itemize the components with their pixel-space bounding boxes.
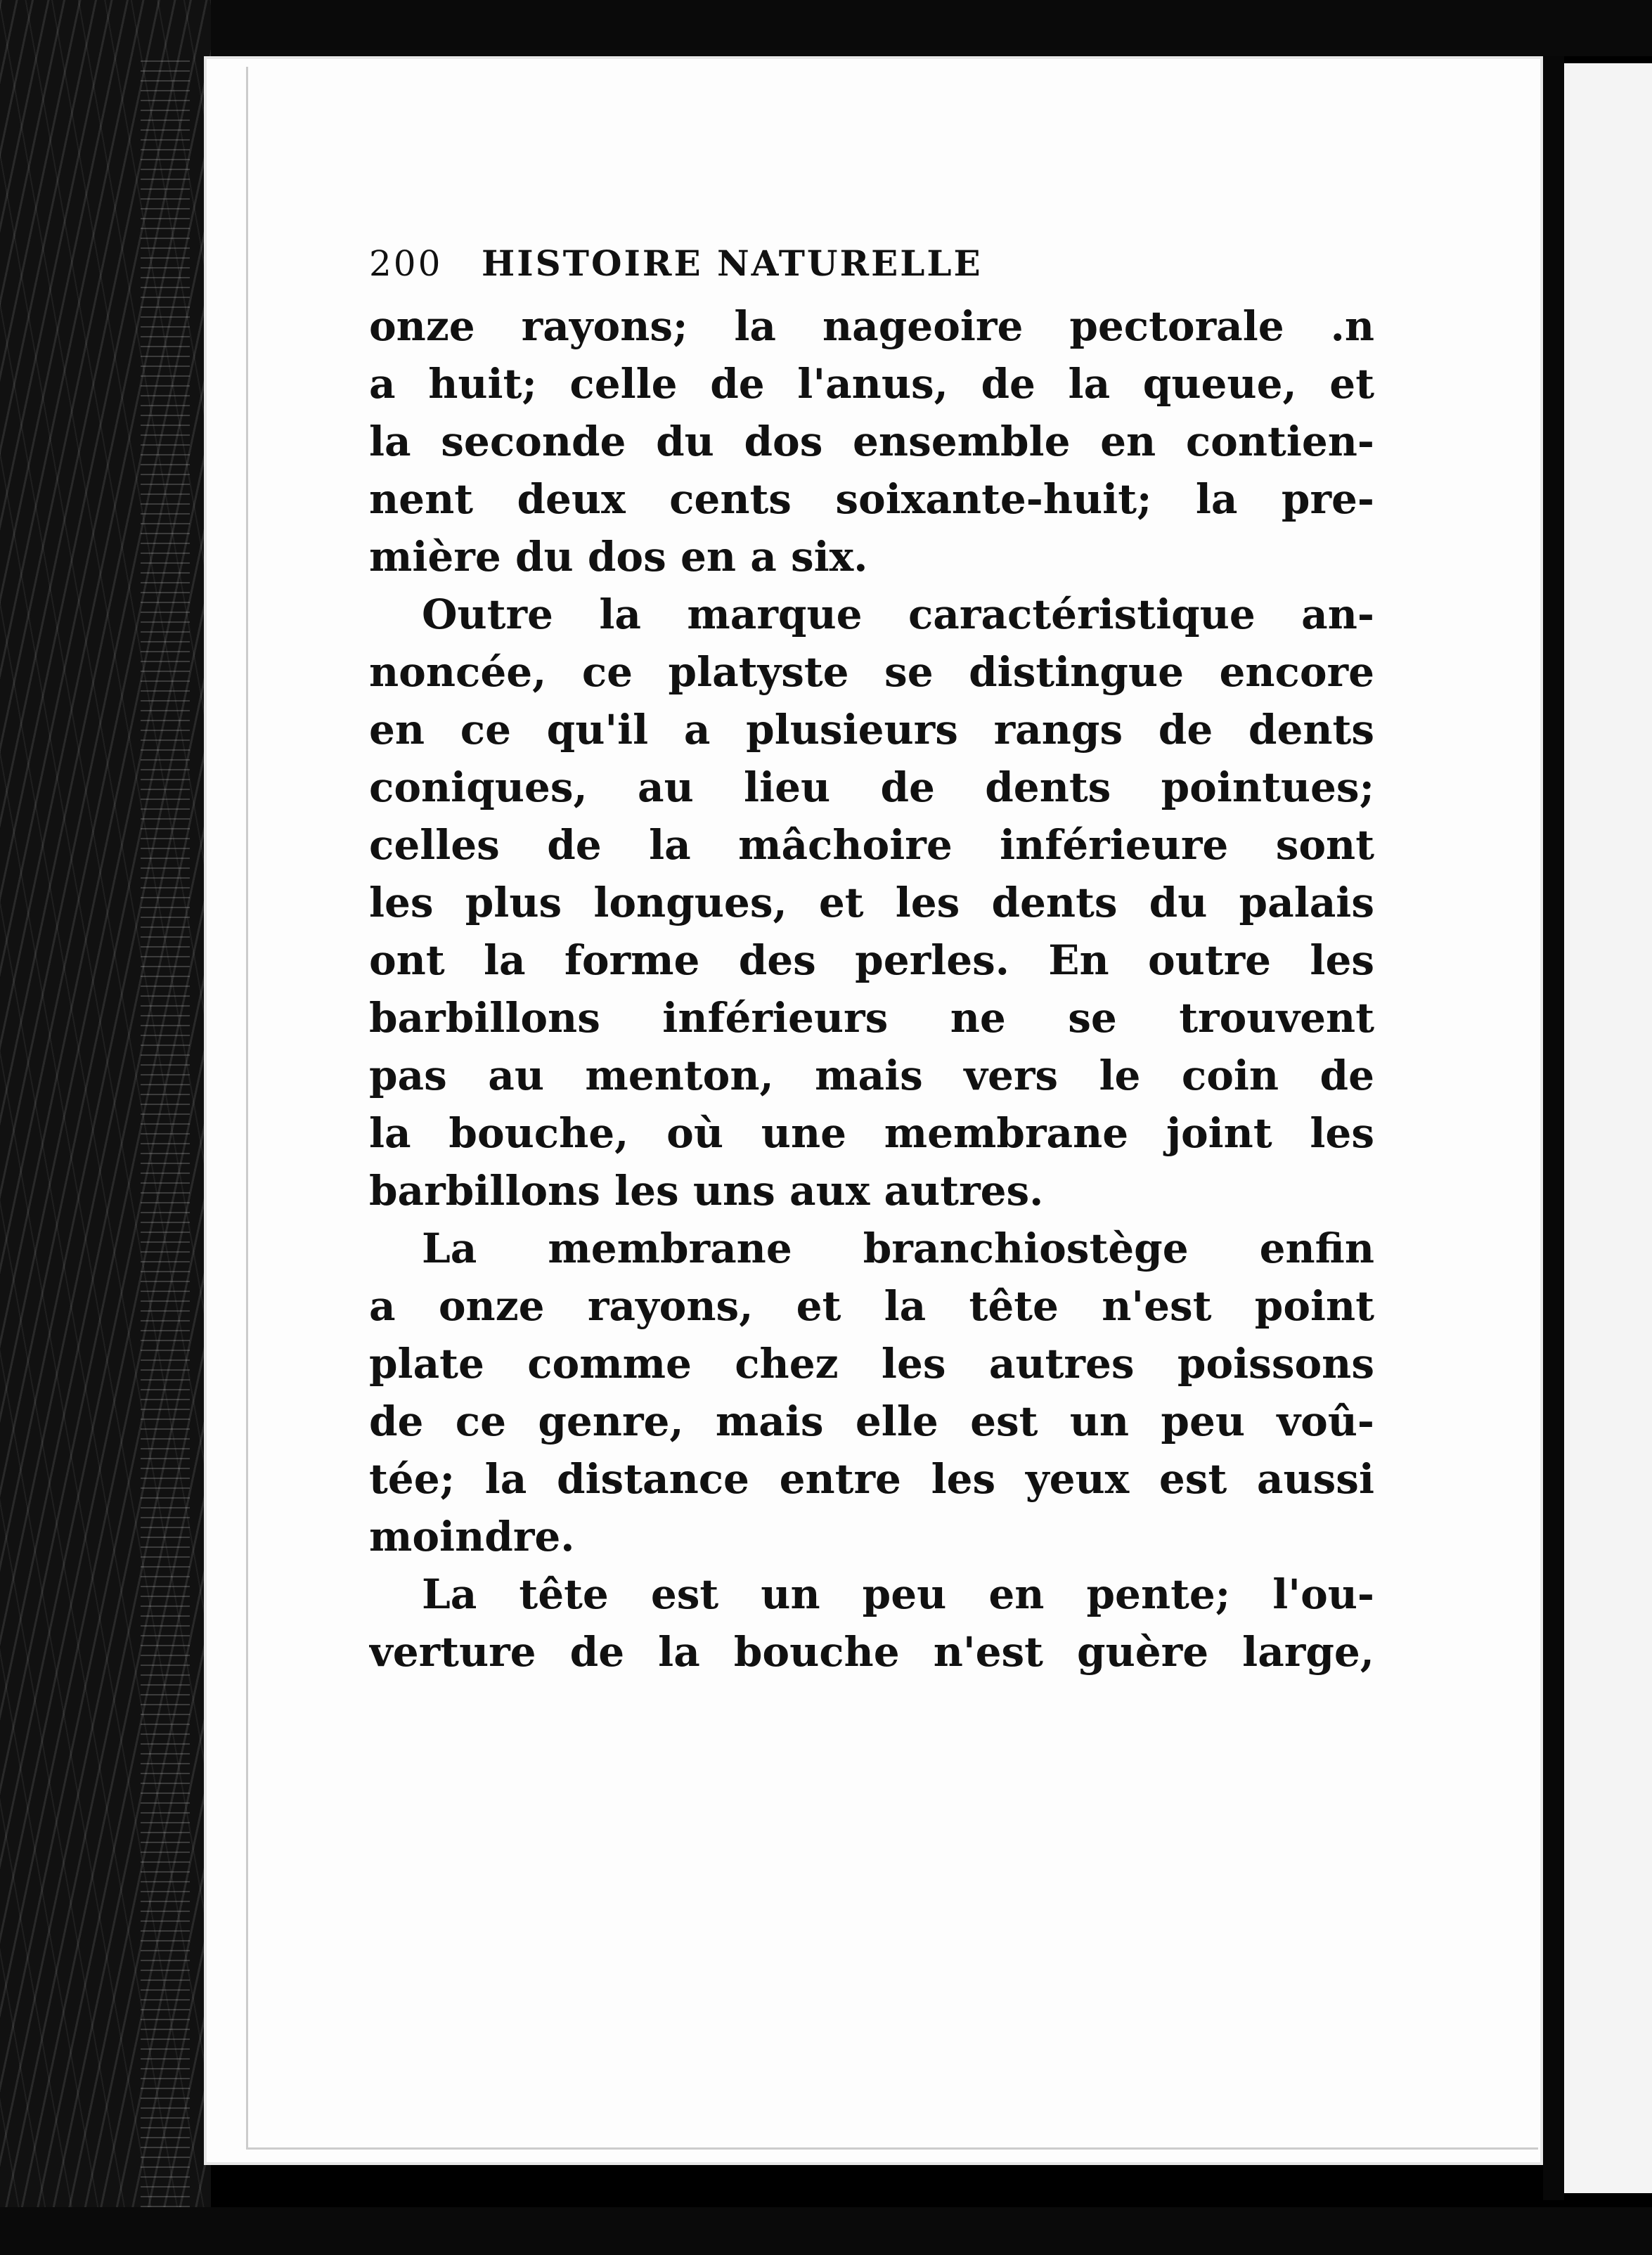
text-line: pas au menton, mais vers le coin de	[369, 1052, 1374, 1099]
text-line: coniques, au lieu de dents pointues;	[369, 763, 1374, 811]
text-line: celles de la mâchoire inférieure sont	[369, 821, 1374, 869]
adjacent-page-edge	[1564, 63, 1652, 2193]
text-line: tée; la distance entre les yeux est aussi	[369, 1455, 1374, 1503]
text-line: mière du dos en a six.	[369, 533, 868, 581]
text-line: onze rayons; la nageoire pectorale .n	[369, 302, 1374, 350]
page-number: 200	[369, 243, 443, 284]
text-line: La membrane branchiostège enfin	[422, 1225, 1374, 1272]
text-line: verture de la bouche n'est guère large,	[369, 1628, 1374, 1676]
running-title: HISTOIRE NATURELLE	[482, 243, 983, 284]
scan-bottom-border	[0, 2207, 1652, 2255]
text-line: la bouche, où une membrane joint les	[369, 1109, 1374, 1157]
text-line: a onze rayons, et la tête n'est point	[369, 1282, 1374, 1330]
page-text-block	[369, 243, 1374, 1681]
text-line: ont la forme des perles. En outre les	[369, 936, 1374, 984]
text-line: de ce genre, mais elle est un peu voû-	[369, 1397, 1374, 1445]
text-line: nent deux cents soixante-huit; la pre-	[369, 475, 1374, 523]
text-line: barbillons inférieurs ne se trouvent	[369, 994, 1374, 1042]
scan-top-border	[0, 0, 1652, 56]
text-line: en ce qu'il a plusieurs rangs de dents	[369, 706, 1374, 754]
book-spine-edge	[0, 0, 211, 2255]
text-line: Outre la marque caractéristique an-	[422, 590, 1374, 638]
text-line: plate comme chez les autres poissons	[369, 1340, 1374, 1388]
page-gutter-shadow	[1543, 56, 1564, 2200]
text-line: la seconde du dos ensemble en contien-	[369, 418, 1374, 465]
text-line: moindre.	[369, 1513, 575, 1561]
text-line: La tête est un peu en pente; l'ou-	[422, 1570, 1374, 1618]
text-line: noncée, ce platyste se distingue encore	[369, 648, 1374, 696]
text-line: les plus longues, et les dents du palais	[369, 879, 1374, 926]
text-line: barbillons les uns aux autres.	[369, 1167, 1044, 1215]
text-line: a huit; celle de l'anus, de la queue, et	[369, 360, 1374, 408]
running-head	[369, 243, 1374, 297]
